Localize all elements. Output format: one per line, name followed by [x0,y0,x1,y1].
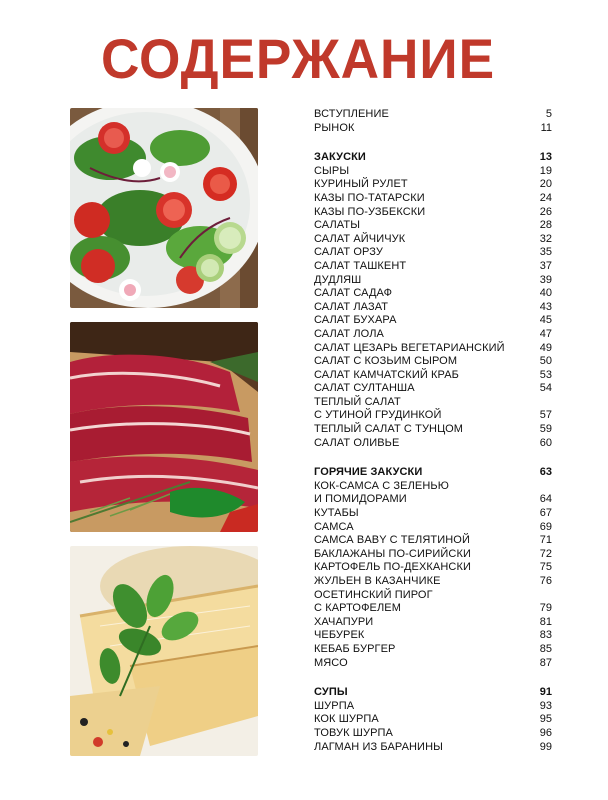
toc-entry-label: САЛАТ САДАФ [314,287,393,300]
toc-entry-label: САМСА [314,520,354,533]
toc-entry-label: С УТИНОЙ ГРУДИНКОЙ [314,409,442,422]
toc-entry [314,178,552,192]
toc-entry [314,616,552,630]
toc-entry-page: 20 [539,178,552,191]
toc-entry-page: 24 [539,191,552,204]
page-title: СОДЕРЖАНИЕ [100,27,496,90]
toc-entry [314,328,552,342]
toc-entry-label: САЛАТ ОЛИВЬЕ [314,436,400,449]
toc-entry [314,437,552,451]
toc-entry-page: 5 [545,108,552,120]
toc-entry-label: КАЗЫ ПО-УЗБЕКСКИ [314,205,426,218]
toc-heading-label: ЗАКУСКИ [314,151,366,164]
toc-entry-page: 35 [539,246,552,259]
toc-entry [314,409,552,423]
toc-entry [314,301,552,315]
toc-section-heading [314,151,552,165]
toc-entry-label: КОК ШУРПА [314,713,379,726]
toc-entry-label: СЫРЫ [314,164,350,177]
toc-entry-page: 83 [539,629,552,642]
toc-entry-page: 26 [539,205,552,218]
toc-entry [314,657,552,671]
toc-entry [314,165,552,179]
toc-entry-page: 95 [539,713,552,726]
toc-entry-page: 99 [539,740,552,753]
toc-entry-page: 11 [540,121,552,134]
toc-entry-label: РЫНОК [314,121,355,134]
toc-heading-page: 13 [539,151,552,164]
toc-entry [314,122,552,136]
toc-entry-label: ДУДЛЯШ [314,273,362,286]
toc-heading-page: 91 [539,686,552,699]
toc-entry-label: КЕБАБ БУРГЕР [314,642,396,655]
toc-entry [314,369,552,383]
toc-entry [314,423,552,437]
toc-entry [314,314,552,328]
toc-entry-page: 54 [539,382,552,395]
toc-entry-page: 85 [539,642,552,655]
toc-entry-label: САЛАТЫ [314,219,361,232]
toc-entry [314,561,552,575]
toc-entry-page: 47 [539,327,552,340]
toc-entry [314,260,552,274]
toc-entry-label: КОК-САМСА С ЗЕЛЕНЬЮ [314,479,449,492]
toc-entry [314,713,552,727]
toc-section [314,686,552,754]
toc-entry [314,206,552,220]
toc-entry-page: 45 [539,314,552,327]
toc-entry [314,534,552,548]
toc-entry [314,480,552,494]
toc-entry-label: ЖУЛЬЕН В КАЗАНЧИКЕ [314,575,441,587]
toc-entry [314,246,552,260]
toc-entry-label: С КАРТОФЕЛЕМ [314,602,401,615]
toc-entry-label: САЛАТ СУЛТАНША [314,382,415,395]
toc-entry [314,521,552,535]
toc-entry [314,741,552,755]
toc-entry-page: 32 [539,232,552,245]
toc-entry-label: САЛАТ ОРЗУ [314,246,383,259]
toc-heading-page: 63 [539,466,552,479]
toc-entry-page: 50 [539,355,552,368]
toc-entry-label: САЛАТ С КОЗЬИМ СЫРОМ [314,355,458,368]
toc-entry [314,589,552,603]
toc-entry [314,507,552,521]
toc-entry-label: КУРИНЫЙ РУЛЕТ [314,178,408,191]
toc-section [314,108,552,135]
toc-entry-page: 67 [539,507,552,520]
toc-entry-label: МЯСО [314,656,348,669]
toc-entry-label: САЛАТ АЙЧИЧУК [314,232,406,245]
table-of-contents [314,108,552,770]
toc-entry [314,727,552,741]
toc-entry-label: КАРТОФЕЛЬ ПО-ДЕХКАНСКИ [314,561,471,574]
toc-entry-page: 53 [539,368,552,381]
toc-entry-label: ХАЧАПУРИ [314,615,374,628]
toc-entry-page: 49 [539,341,552,354]
toc-heading-label: ГОРЯЧИЕ ЗАКУСКИ [314,466,423,479]
toc-entry-label: ЛАГМАН ИЗ БАРАНИНЫ [314,740,443,753]
toc-entry-label: САМСА BABY С ТЕЛЯТИНОЙ [314,534,470,547]
salad-photo [70,108,258,308]
toc-entry-label: ОСЕТИНСКИЙ ПИРОГ [314,588,433,601]
toc-entry [314,382,552,396]
toc-entry [314,548,552,562]
toc-section [314,151,552,450]
toc-entry-page: 71 [539,534,552,547]
toc-entry-page: 60 [539,436,552,449]
toc-entry-page: 72 [539,547,552,560]
toc-entry [314,287,552,301]
toc-entry-page: 59 [539,423,552,436]
toc-entry-page: 43 [539,300,552,313]
toc-entry-page: 64 [539,493,552,506]
toc-entry [314,342,552,356]
toc-entry-label: САЛАТ ЛАЗАТ [314,300,389,313]
toc-section-heading [314,466,552,480]
toc-entry-label: ШУРПА [314,699,355,712]
toc-entry [314,396,552,410]
toc-entry [314,233,552,247]
toc-entry-label: ВСТУПЛЕНИЕ [314,108,389,120]
toc-entry-page: 93 [539,699,552,712]
toc-entry-label: ТОВУК ШУРПА [314,726,393,739]
toc-section-heading [314,686,552,700]
toc-entry-page: 81 [539,615,552,628]
toc-entry-label: ТЕПЛЫЙ САЛАТ С ТУНЦОМ [314,423,463,436]
toc-entry [314,219,552,233]
toc-entry-label: И ПОМИДОРАМИ [314,493,407,506]
toc-entry-page: 28 [539,219,552,232]
toc-entry-page: 79 [539,602,552,615]
toc-entry [314,643,552,657]
toc-entry-label: САЛАТ КАМЧАТСКИЙ КРАБ [314,368,459,381]
toc-entry-label: КУТАБЫ [314,507,359,520]
toc-entry-page: 57 [539,409,552,422]
toc-entry-label: САЛАТ ЛОЛА [314,327,384,340]
toc-heading-label: СУПЫ [314,686,348,699]
toc-entry-page: 69 [539,520,552,533]
toc-entry-label: КАЗЫ ПО-ТАТАРСКИ [314,191,425,204]
toc-entry [314,575,552,589]
toc-entry-label: САЛАТ ЦЕЗАРЬ ВЕГЕТАРИАНСКИЙ [314,341,505,354]
toc-entry [314,274,552,288]
toc-entry-page: 40 [539,287,552,300]
toc-entry-label: ТЕПЛЫЙ САЛАТ [314,395,401,408]
toc-entry [314,493,552,507]
toc-entry-page: 75 [539,561,552,574]
toc-entry-page: 37 [539,259,552,272]
meat-photo [70,322,258,532]
toc-entry-label: БАКЛАЖАНЫ ПО-СИРИЙСКИ [314,547,471,560]
toc-entry [314,355,552,369]
toc-entry [314,700,552,714]
toc-entry [314,602,552,616]
toc-section [314,466,552,670]
toc-entry [314,629,552,643]
toc-entry-label: ЧЕБУРЕК [314,629,365,642]
toc-entry [314,108,552,122]
toc-entry [314,192,552,206]
toc-entry-page: 87 [539,656,552,669]
toc-entry-label: САЛАТ БУХАРА [314,314,397,327]
toc-entry-page: 19 [539,164,552,177]
toc-entry-page: 96 [539,726,552,739]
pastry-photo [70,546,258,756]
toc-entry-label: САЛАТ ТАШКЕНТ [314,259,407,272]
toc-entry-page: 39 [539,273,552,286]
toc-entry-page: 76 [539,575,552,587]
